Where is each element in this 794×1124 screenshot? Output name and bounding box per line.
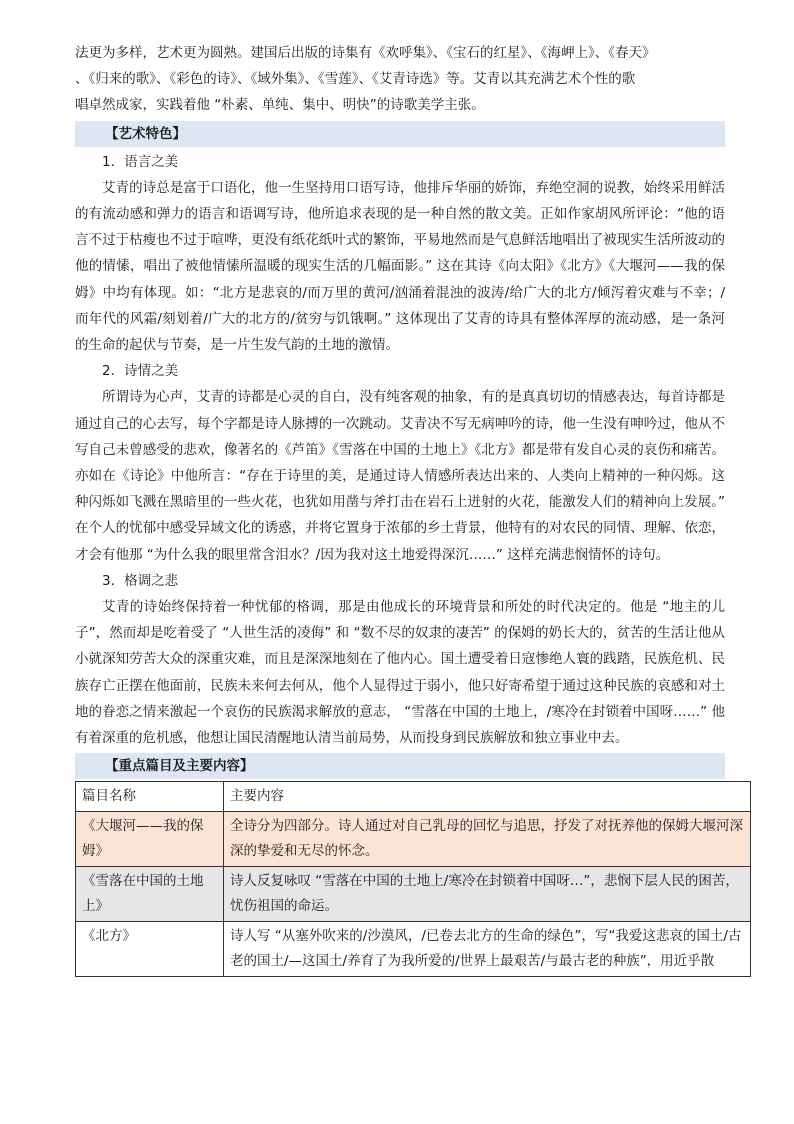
work-content-cell: 诗人反复咏叹 “雪落在中国的土地上/寒冷在封锁着中国呀…”，悲悯下层人民的困苦，忧伤祖国的命运。	[224, 867, 751, 922]
intro-line: 、《归来的歌》、《彩色的诗》、《域外集》、《雪莲》、《艾青诗选》等。艾青以其充满艺术个性的歌	[75, 71, 636, 88]
subheading-emotion: 2．诗情之美	[102, 363, 179, 380]
work-title-cell: 《北方》	[76, 922, 224, 977]
works-table	[75, 781, 751, 977]
intro-line: 法更为多样，艺术更为圆熟。建国后出版的诗集有《欢呼集》、《宝石的红星》、《海岬上》、《春天》	[75, 45, 656, 61]
paragraph-emotion: 所谓诗为心声，艾青的诗都是心灵的自白，没有纯客观的抽象，有的是真真切切的情感表达，每首诗都是通过自己的心去写，每个字都是诗人脉搏的一次跳动。艾青决不写无病呻吟的诗，他一生没有呻吟过，他从不写自己未曾感受的悲欢，像著名的《芦笛》《雪落在中国的土地上》《北方》都是带有发自心灵的哀伤和痛苦。亦如在《诗论》中他所言：“存在于诗里的美，是通过诗人情感所表达出来的、人类向上精神的一种闪烁。这种闪烁如飞溅在黑暗里的一些火花，也犹如用凿与斧打击在岩石上迸射的火花，能激发人们的精神向上发展。” 在个人的忧郁中感受异域文化的诱惑，并将它置身于浓郁的乡土背景，他特有的对农民的同情、理解、依恋，才会有他那 “为什么我的眼里常含泪水？/因为我对这土地爱得深沉……” 这样充满悲悯情怀的诗句。	[75, 389, 725, 563]
subheading-language: 1．语言之美	[102, 153, 179, 170]
section-heading-art: 【艺术特色】	[75, 121, 725, 147]
intro-paragraph	[75, 40, 725, 119]
work-title-cell: 《雪落在中国的土地上》	[76, 867, 224, 922]
header-title-cell: 篇目名称	[76, 782, 224, 812]
paragraph-tone: 艾青的诗始终保持着一种忧郁的格调，那是由他成长的环境背景和所处的时代决定的。他是 “地主的儿子”，然而却是吃着受了 “人世生活的凌侮” 和 “数不尽的奴隶的凄苦” 的保姆的奶长大的，贫苦的生活让他从小就深知劳苦大众的深重灾难，而且是深深地刻在了他内心。国土遭受着日寇惨绝人寰的践踏，民族危机、民族存亡正摆在他面前，民族未来何去何从，他个人显得过于弱小，他只好寄希望于通过这种民族的哀感和对土地的眷恋之情来激起一个哀伤的民族渴求解放的意志， “雪落在中国的土地上，/寒冷在封锁着中国呀……” 他有着深重的危机感，他想让国民清醒地认清当前局势，从而投身到民族解放和独立事业中去。	[75, 599, 725, 747]
header-content-cell: 主要内容	[224, 782, 751, 812]
section-heading-works: 【重点篇目及主要内容】	[75, 753, 725, 779]
work-title-cell: 《大堰河——我的保姆》	[76, 812, 224, 867]
table-header-row	[76, 782, 751, 812]
work-content-cell: 诗人写 “从塞外吹来的/沙漠风，/已卷去北方的生命的绿色”，写“我爱这悲哀的国土/古老的国土/—这国土/养育了为我所爱的/世界上最艰苦/与最古老的种族”，用近乎散	[224, 922, 751, 977]
work-content-cell: 全诗分为四部分。诗人通过对自己乳母的回忆与追思，抒发了对抚养他的保姆大堰河深深的挚爱和无尽的怀念。	[224, 812, 751, 867]
table-row	[76, 867, 751, 922]
subheading-tone: 3．格调之悲	[102, 572, 179, 589]
table-row	[76, 812, 751, 867]
table-row	[76, 922, 751, 977]
intro-line: 唱卓然成家，实践着他 “朴素、单纯、集中、明快”的诗歌美学主张。	[75, 97, 485, 114]
document-page	[75, 40, 743, 977]
paragraph-language: 艾青的诗总是富于口语化，他一生坚持用口语写诗，他排斥华丽的娇饰，弃绝空洞的说教，始终采用鲜活的有流动感和弹力的语言和语调写诗，他所追求表现的是一种自然的散文美。正如作家胡风所评论：“他的语言不过于枯瘦也不过于喧哗，更没有纸花纸叶式的繁饰，平易地然而是气息鲜活地唱出了被现实生活所波动的他的情愫，唱出了被他情愫所温暖的现实生活的几幅面影。” 这在其诗《向太阳》《北方》《大堰河——我的保姆》中均有体现。如：“北方是悲哀的/而万里的黄河/汹涌着混浊的波涛/给广大的北方/倾泻着灾难与不幸；/而年代的风霜/刻划着/广大的北方的/贫穷与饥饿啊。” 这体现出了艾青的诗具有整体浑厚的流动感，是一条河的生命的起伏与节奏，是一片生发气韵的土地的激情。	[75, 179, 725, 354]
